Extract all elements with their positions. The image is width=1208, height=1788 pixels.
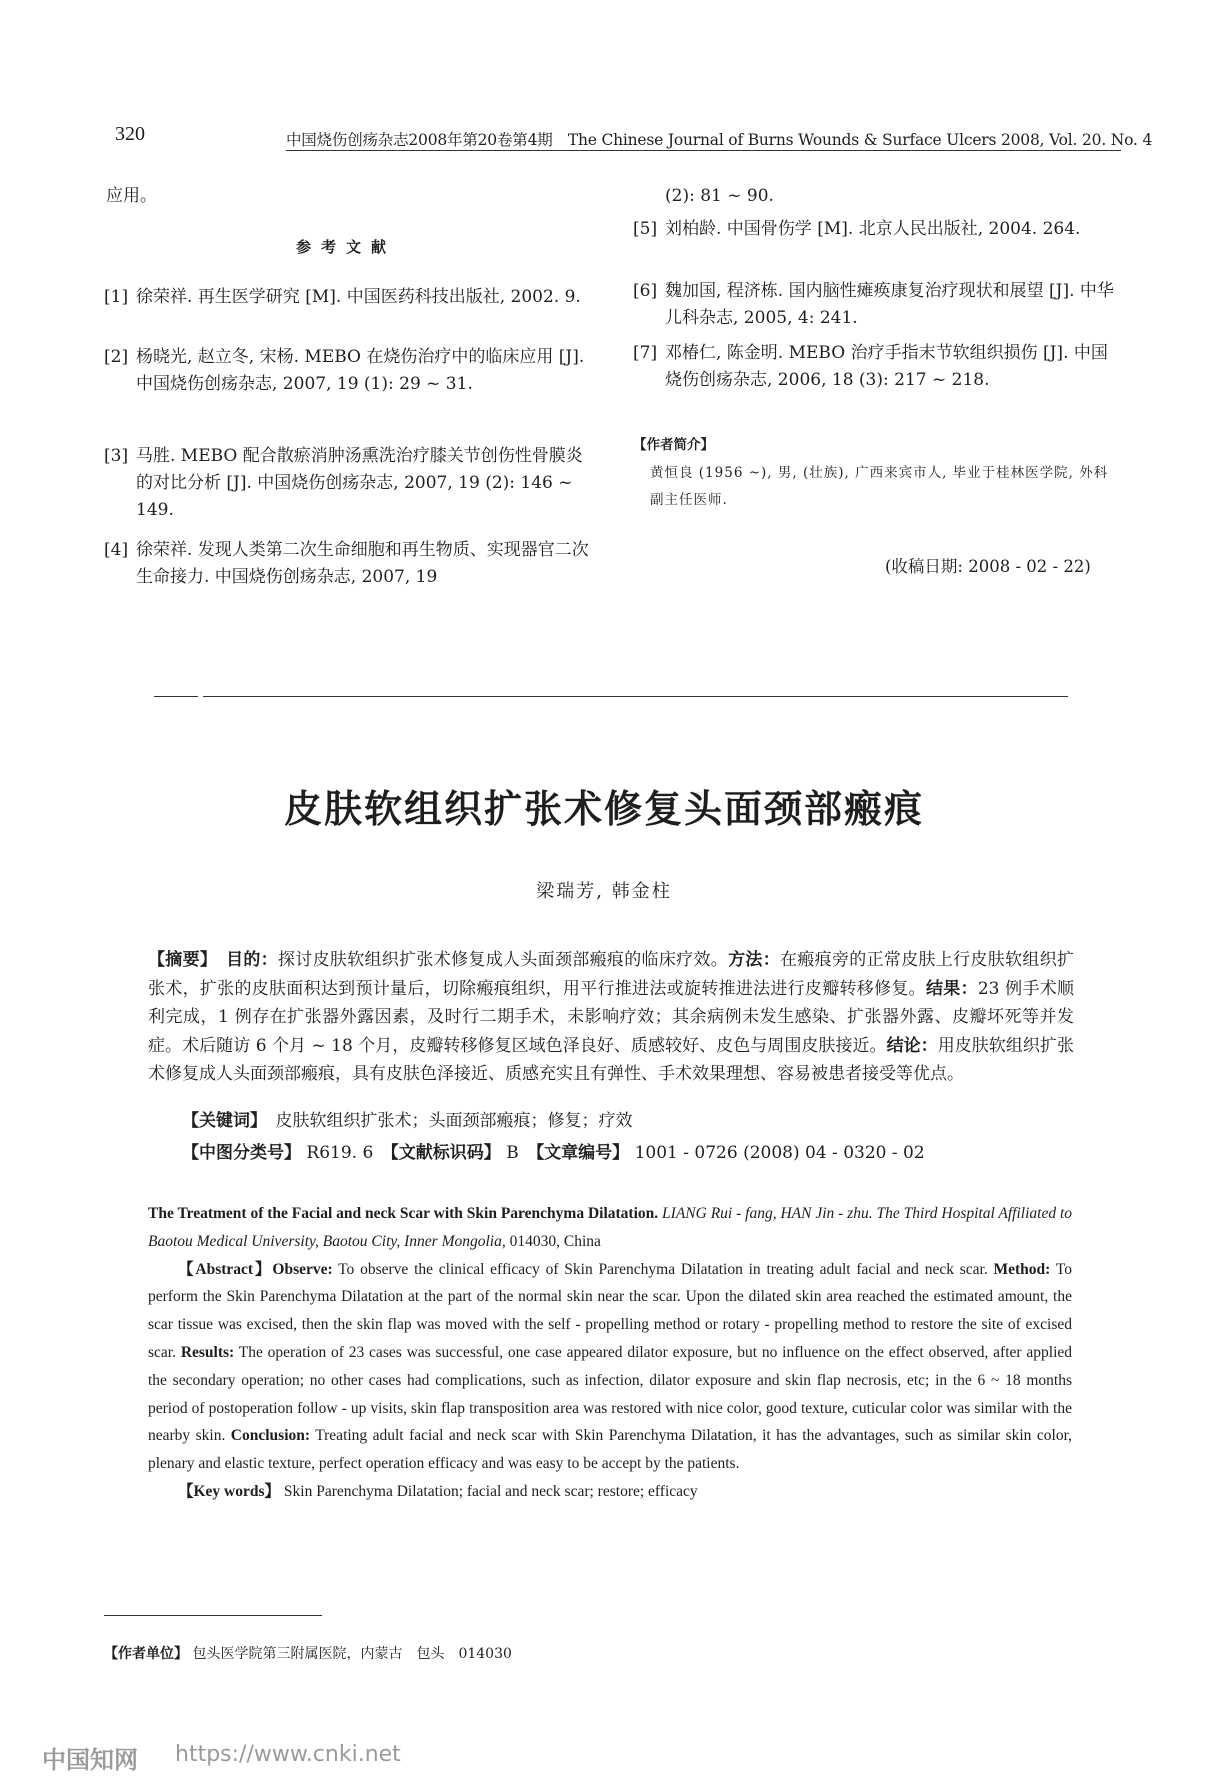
reference-item <box>104 344 590 398</box>
english-abstract <box>148 1256 1072 1478</box>
cnki-url-link[interactable]: https://www.cnki.net <box>175 1742 401 1767</box>
doc-code-label: 【文献标识码】 <box>390 1143 501 1163</box>
cnki-logo: 中国知网 <box>42 1746 138 1774</box>
results-label: 结果： <box>925 978 978 999</box>
footnote-text: 包头医学院第三附属医院，内蒙古 包头 014030 <box>192 1646 512 1662</box>
reference-text: 刘柏龄. 中国骨伤学 [M]. 北京人民出版社, 2004. 264. <box>665 219 1081 239</box>
reference-number: [2] <box>104 347 129 367</box>
reference-item <box>633 216 1119 243</box>
reference-item <box>104 284 590 311</box>
english-title-line <box>148 1200 1072 1256</box>
header-rule <box>286 150 1121 151</box>
keywords-text: 皮肤软组织扩张术；头面颈部瘢痕；修复；疗效 <box>275 1111 633 1131</box>
results-text: 23 例手术顺利完成，1 例存在扩张器外露因素，及时行二期手术，未影响疗效；其余病例未发生感染、扩张器外露、皮瓣坏死等并发症。术后随访 6 个月 ~ 18 个月，皮瓣转移修复区域色泽良好、质感较好、皮色与周围皮肤接近。 <box>148 978 1075 1056</box>
conclusion-label: 结论： <box>886 1035 938 1056</box>
reference-text: 徐荣祥. 再生医学研究 [M]. 中国医药科技出版社, 2002. 9. <box>136 287 581 307</box>
references-heading: 参考文献 <box>295 238 396 256</box>
article-number-value: 1001 - 0726 (2008) 04 - 0320 - 02 <box>634 1143 925 1163</box>
section-divider-short <box>154 696 198 697</box>
abstract-label: 【摘要】 <box>148 950 209 970</box>
english-abstract-block <box>148 1200 1072 1506</box>
reference-number: [3] <box>104 446 129 466</box>
reference-text: (2): 81 ~ 90. <box>665 186 774 206</box>
footnote <box>104 1643 512 1663</box>
observe-label: Observe: <box>272 1260 333 1278</box>
objective-label: 目的： <box>226 950 278 970</box>
author-bio: 黄恒良 (1956 ~), 男, (壮族), 广西来宾市人, 毕业于桂林医学院, 外科副主任医师. <box>650 465 1109 508</box>
english-keywords-text: Skin Parenchyma Dilatation; facial and neck scar; restore; efficacy <box>283 1482 698 1500</box>
article-title: 皮肤软组织扩张术修复头面颈部瘢痕 <box>283 787 924 831</box>
page-number: 320 <box>115 123 145 145</box>
english-affiliation: The Third Hospital Affiliated to Baotou Medical University, Baotou City, Inner Mongolia, <box>148 1205 1073 1250</box>
class-value: R619. 6 <box>306 1143 374 1163</box>
reference-item <box>104 443 590 524</box>
reference-number: [6] <box>633 281 658 301</box>
reference-text: 杨晓光, 赵立冬, 宋杨. MEBO 在烧伤治疗中的临床应用 [J]. 中国烧伤创疡杂志, 2007, 19 (1): 29 ~ 31. <box>136 347 585 394</box>
article-number-label: 【文章编号】 <box>535 1143 630 1163</box>
reference-continuation <box>633 183 1119 210</box>
reference-item <box>104 537 590 591</box>
conclusion-label-en: Conclusion: <box>230 1427 311 1445</box>
conclusion-text-en: Treating adult facial and neck scar with Skin Parenchyma Dilatation, it has the advantages, such as similar skin color, plenary and elastic texture, perfect operation efficacy and was easy to be accept by the patients. <box>148 1427 1072 1473</box>
footnote-rule <box>104 1615 322 1616</box>
english-authors: LIANG Rui - fang, HAN Jin - zhu. <box>662 1205 873 1222</box>
section-divider <box>203 696 1068 697</box>
observe-text: To observe the clinical efficacy of Skin Parenchyma Dilatation in treating adult facial and neck scar. <box>338 1260 988 1278</box>
reference-item <box>633 340 1119 394</box>
footnote-label: 【作者单位】 <box>104 1646 188 1662</box>
reference-text: 邓椿仁, 陈金明. MEBO 治疗手指末节软组织损伤 [J]. 中国烧伤创疡杂志, 2006, 18 (3): 217 ~ 218. <box>665 343 1108 390</box>
article-authors: 梁瑞芳, 韩金柱 <box>536 881 672 902</box>
received-date: (收稿日期: 2008 - 02 - 22) <box>885 557 1091 576</box>
english-abstract-label: 【Abstract】 <box>178 1260 273 1278</box>
results-text-en: The operation of 23 cases was successful, one case appeared dilator exposure, but no influence on the effect observed, after applied the secondary operation; no other cases had complications, such as infection, dilator exposure and skin flap necrosis, etc; in the 6 ~ 18 months period of postoperation follow - up visits, skin flap transposition area was restored with nice color, good texture, cuticular color was similar with the nearby skin. <box>148 1343 1073 1445</box>
english-affiliation-post: 014030, China <box>509 1232 601 1250</box>
keywords-cn <box>182 1106 633 1131</box>
author-bio-heading: 【作者简介】 <box>633 437 714 453</box>
reference-text: 魏加国, 程济栋. 国内脑性瘫痪康复治疗现状和展望 [J]. 中华儿科杂志, 2005, 4: 241. <box>665 281 1114 328</box>
reference-item <box>633 278 1119 332</box>
method-label: 方法： <box>728 950 781 970</box>
reference-number: [1] <box>104 287 129 307</box>
reference-text: 徐荣祥. 发现人类第二次生命细胞和再生物质、实现器官二次生命接力. 中国烧伤创疡杂志, 2007, 19 <box>136 540 589 587</box>
english-keywords-label: 【Key words】 <box>178 1482 281 1500</box>
class-label: 【中图分类号】 <box>182 1143 301 1163</box>
reference-number: [5] <box>633 219 658 239</box>
reference-number: [7] <box>633 343 658 363</box>
keywords-label: 【关键词】 <box>182 1111 259 1131</box>
english-title: The Treatment of the Facial and neck Scar with Skin Parenchyma Dilatation. <box>148 1205 659 1222</box>
conclusion-text: 用皮肤软组织扩张术修复成人头面颈部瘢痕，具有皮肤色泽接近、质感充实且有弹性、手术效果理想、容易被患者接受等优点。 <box>148 1035 1075 1084</box>
doc-code-value: B <box>506 1143 519 1163</box>
classification-line <box>182 1138 925 1163</box>
method-text-en: To perform the Skin Parenchyma Dilatation at the part of the normal skin near the scar. Upon the dilated skin area reached the estimated amount, the scar tissue was excised, then the skin flap was moved with the self - propelling method or rotary - propelling method to restore the site of excised scar. <box>148 1260 1072 1361</box>
method-text: 在瘢痕旁的正常皮肤上行皮肤软组织扩张术，扩张的皮肤面积达到预计量后，切除瘢痕组织，用平行推进法或旋转推进法进行皮瓣转移修复。 <box>148 950 1075 999</box>
objective-text: 探讨皮肤软组织扩张术修复成人头面颈部瘢痕的临床疗效。 <box>278 950 729 970</box>
reference-number: [4] <box>104 540 129 560</box>
english-keywords <box>148 1478 1072 1506</box>
left-column-lead-text: 应用。 <box>106 186 157 206</box>
method-label-en: Method: <box>993 1260 1051 1278</box>
results-label-en: Results: <box>180 1343 235 1361</box>
running-header: 中国烧伤创疡杂志2008年第20卷第4期 The Chinese Journal of Burns Wounds & Surface Ulcers 2008, Vol. 20. No. 4 <box>286 131 1153 149</box>
abstract-cn <box>148 946 1074 1089</box>
reference-text: 马胜. MEBO 配合散瘀消肿汤熏洗治疗膝关节创伤性骨膜炎的对比分析 [J]. 中国烧伤创疡杂志, 2007, 19 (2): 146 ~ 149. <box>136 446 583 520</box>
